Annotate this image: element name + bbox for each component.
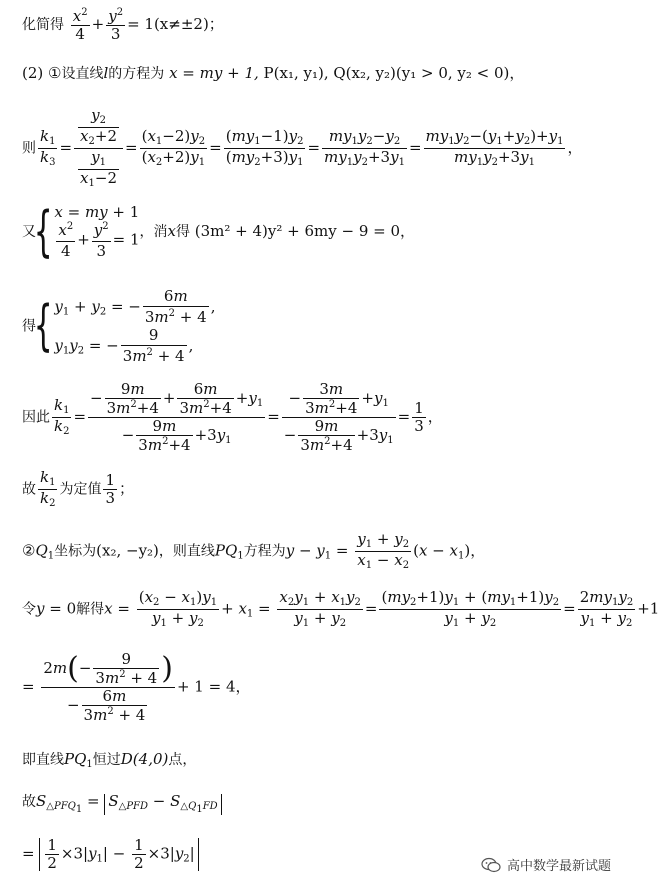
watermark: [481, 855, 611, 874]
watermark-text: 高中数学最新试题: [506, 859, 611, 874]
line-setup: (2) ①设直线l的方程为 x = my + 1, P(x₁, y₁), Q(x₂, y₂)(y₁ > 0, y₂ < 0)，: [22, 64, 525, 82]
constant-conclusion: 故 $\frac{k_1}{k_2}$ 为定值 $\frac{1}{3}$ ；: [22, 468, 135, 509]
ratio-result: 因此 $\frac{k_1}{k_2}$ = − $\frac{9m}{3m^2+4}$ + $\frac{6m}{3m^2+4}$ $+y_1$ − $\frac{9m}{3m^2+4}$ $+3y_1$ = − $\frac{3m}{3m^2+4}$ $+y_1$ − $\frac{9m}{3m^2+4}$ $+3y_1$ = $\frac{1}{3}$ ，: [22, 380, 443, 454]
vieta-relations: 得{ $y_1 + y_2$ = − $\frac{6m}{3m^2 + 4}$ , $y_1y_2$ = − $\frac{9}{3m^2 + 4}$ ,: [22, 287, 216, 365]
line-pq1-equation: $②Q_1$坐标为(x₂, −y₂)，则直线$PQ_1$方程为$y - y_1$ = $\frac{y_1 + y_2}{x_1 - x_2}$ $(x - x_1)$，: [22, 530, 486, 571]
x-intercept-derivation: 令y = 0解得x = $\frac{(x_2 - x_1)y_1}{y_1 + y_2}$ + $x_1$ = $\frac{x_2y_1 + x_1y_2}{y_1 + y_2}$ = $\frac{(my_2+1)y_1 + (my_1+1)y_2}{y_1 + y_2}$ = $\frac{2my_1y_2}{y_1 + y_2}$ +1: [22, 588, 659, 629]
area-expansion: = $\frac{1}{2}$ $\times 3|y_1|$ − $\frac{1}{2}$ $\times 3|y_2|$: [22, 838, 199, 871]
wechat-icon: [481, 857, 501, 873]
ratio-derivation: 则 $\frac{k_1}{k_3}$ = $\frac{\frac{y_2}{x_2+2}}{\frac{y_1}{x_1-2}}$ = $\frac{(x_1-2)y_2}{(x_2+2)y_1}$ = $\frac{(my_1-1)y_2}{(my_2+3)y_1}$ = $\frac{my_1y_2-y_2}{my_1y_2+3y_1}$ = $\frac{my_1y_2-(y_1+y_2)+y_1}{my_1y_2+3y_1}$ ，: [22, 106, 583, 189]
fixed-point-statement: 即直线$PQ_1$恒过D(4,0)点，: [22, 750, 197, 770]
simplified-equation: 化简得 $\frac{x^2}{4}$ + $\frac{y^2}{3}$ = 1(x≠±2)；: [22, 7, 224, 43]
x-intercept-value: = 2m(− $\frac{9}{3m^2 + 4}$ ) − $\frac{6m}{3m^2 + 4}$ + 1 = 4，: [22, 650, 251, 724]
area-expression: 故$S_{\triangle PFQ_1} = S_{\triangle PFD} - S_{\triangle Q_1FD}$: [22, 794, 222, 815]
system-of-equations: 又{ x = my + 1 $\frac{x^2}{4}$ + $\frac{y^2}{3}$ = 1 ，消x得 (3m² + 4)y² + 6my − 9 = 0，: [22, 199, 416, 263]
